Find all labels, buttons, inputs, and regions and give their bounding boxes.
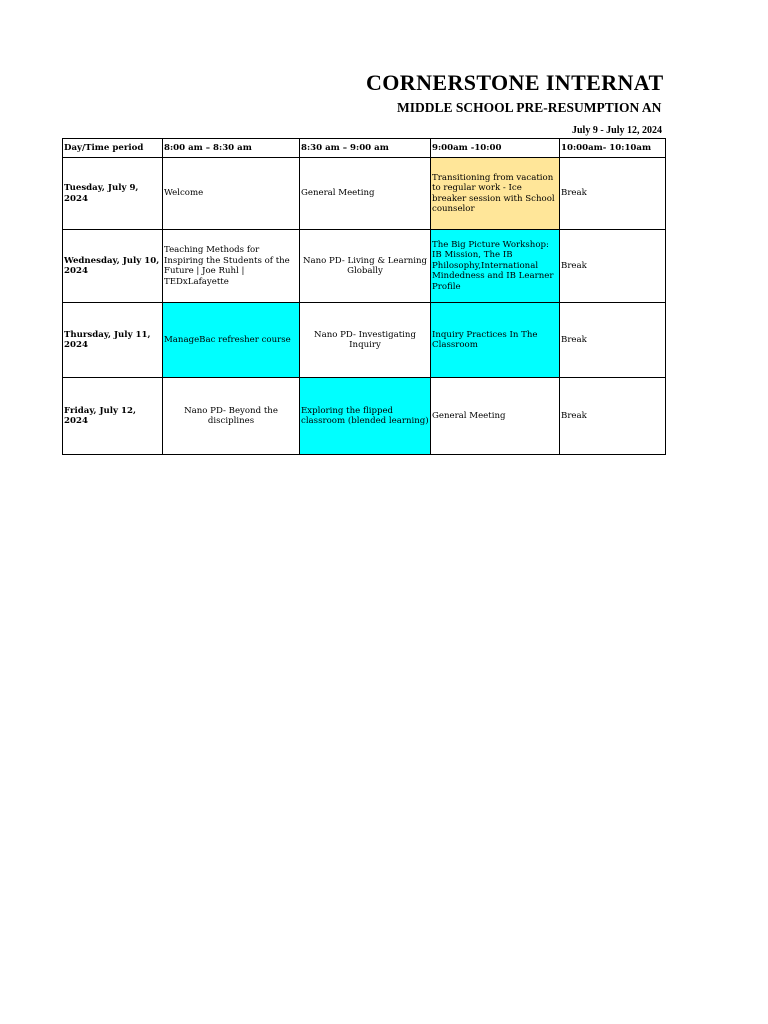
slot-cell: Nano PD- Investigating Inquiry bbox=[300, 303, 431, 378]
slot-cell: Break bbox=[560, 378, 666, 455]
slot-cell-highlighted: Inquiry Practices In The Classroom bbox=[431, 303, 560, 378]
column-header-slot-3: 9:00am -10:00 bbox=[431, 139, 560, 158]
slot-cell: Break bbox=[560, 230, 666, 303]
slot-cell-highlighted: Exploring the flipped classroom (blended learning) bbox=[300, 378, 431, 455]
day-cell: Wednesday, July 10, 2024 bbox=[63, 230, 163, 303]
day-cell: Friday, July 12, 2024 bbox=[63, 378, 163, 455]
date-range: July 9 - July 12, 2024 bbox=[571, 125, 662, 136]
table-row bbox=[63, 378, 666, 455]
table-row bbox=[63, 158, 666, 230]
slot-cell: General Meeting bbox=[431, 378, 560, 455]
table-row bbox=[63, 230, 666, 303]
column-header-slot-4: 10:00am- 10:10am bbox=[560, 139, 666, 158]
slot-cell: Break bbox=[560, 158, 666, 230]
table-row bbox=[63, 303, 666, 378]
column-header-slot-2: 8:30 am – 9:00 am bbox=[300, 139, 431, 158]
table-header-row bbox=[63, 139, 666, 158]
slot-cell: Welcome bbox=[163, 158, 300, 230]
slot-cell: Break bbox=[560, 303, 666, 378]
slot-cell-highlighted: The Big Picture Workshop: IB Mission, The IB Philosophy,International Mindedness and IB Learner Profile bbox=[431, 230, 560, 303]
slot-cell: Nano PD- Living & Learning Globally bbox=[300, 230, 431, 303]
slot-cell-highlighted: ManageBac refresher course bbox=[163, 303, 300, 378]
column-header-slot-1: 8:00 am – 8:30 am bbox=[163, 139, 300, 158]
slot-cell: General Meeting bbox=[300, 158, 431, 230]
day-cell: Thursday, July 11, 2024 bbox=[63, 303, 163, 378]
column-header-day: Day/Time period bbox=[63, 139, 163, 158]
slot-cell: Teaching Methods for Inspiring the Students of the Future | Joe Ruhl | TEDxLafayette bbox=[163, 230, 300, 303]
page-title: CORNERSTONE INTERNAT bbox=[366, 70, 664, 95]
slot-cell: Nano PD- Beyond the disciplines bbox=[163, 378, 300, 455]
page-subtitle: MIDDLE SCHOOL PRE-RESUMPTION AN bbox=[397, 100, 662, 115]
schedule-table bbox=[62, 138, 666, 455]
slot-cell-highlighted: Transitioning from vacation to regular work - Ice breaker session with School counselor bbox=[431, 158, 560, 230]
day-cell: Tuesday, July 9, 2024 bbox=[63, 158, 163, 230]
